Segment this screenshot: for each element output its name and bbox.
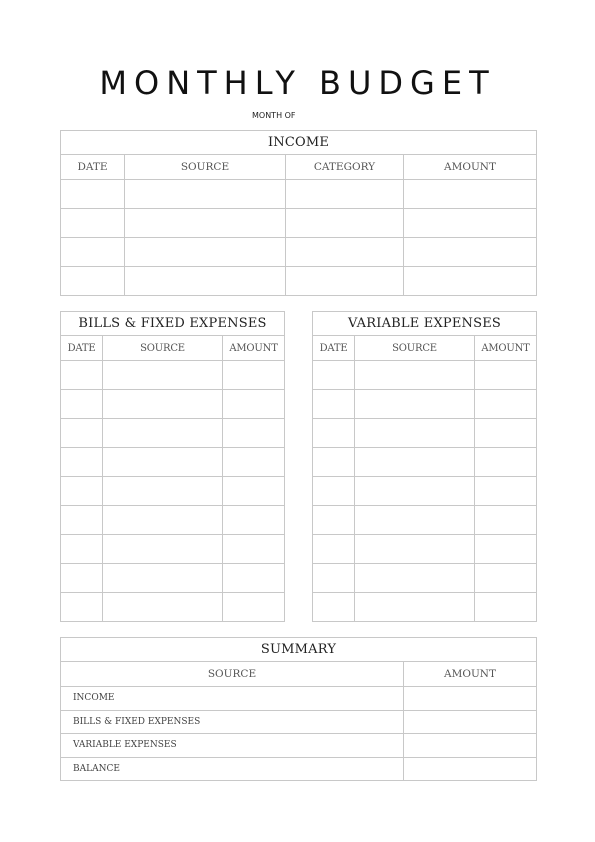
entry-cell[interactable] <box>103 593 223 622</box>
bills-rows <box>61 361 285 622</box>
summary-row-label: INCOME <box>61 687 404 711</box>
table-row <box>313 390 537 419</box>
entry-cell[interactable] <box>61 593 103 622</box>
entry-cell[interactable] <box>355 390 475 419</box>
income-col-amount: AMOUNT <box>404 155 537 180</box>
entry-cell[interactable] <box>355 535 475 564</box>
entry-cell[interactable] <box>355 564 475 593</box>
entry-cell[interactable] <box>286 267 404 296</box>
entry-cell[interactable] <box>475 390 537 419</box>
entry-cell[interactable] <box>61 448 103 477</box>
entry-cell[interactable] <box>313 390 355 419</box>
entry-cell[interactable] <box>103 361 223 390</box>
entry-cell[interactable] <box>103 477 223 506</box>
entry-cell[interactable] <box>223 448 285 477</box>
income-col-source: SOURCE <box>125 155 286 180</box>
entry-cell[interactable] <box>125 180 286 209</box>
table-row <box>313 564 537 593</box>
month-of-label: MONTH OF <box>252 111 296 120</box>
table-row <box>61 506 285 535</box>
summary-row-label: BALANCE <box>61 757 404 781</box>
entry-cell[interactable] <box>313 535 355 564</box>
summary-row-label: BILLS & FIXED EXPENSES <box>61 710 404 734</box>
entry-cell[interactable] <box>286 209 404 238</box>
entry-cell[interactable] <box>286 180 404 209</box>
entry-cell[interactable] <box>61 419 103 448</box>
entry-cell[interactable] <box>61 361 103 390</box>
summary-col-source: SOURCE <box>61 662 404 687</box>
entry-cell[interactable] <box>103 564 223 593</box>
entry-cell[interactable] <box>61 390 103 419</box>
variable-col-amount: AMOUNT <box>475 336 537 361</box>
table-row <box>61 180 537 209</box>
entry-cell[interactable] <box>355 448 475 477</box>
summary-col-amount: AMOUNT <box>404 662 537 687</box>
bills-col-date: DATE <box>61 336 103 361</box>
page-title: MONTHLY BUDGET <box>99 64 496 102</box>
variable-col-date: DATE <box>313 336 355 361</box>
entry-cell[interactable] <box>223 477 285 506</box>
entry-cell[interactable] <box>355 506 475 535</box>
table-row <box>61 390 285 419</box>
table-row <box>61 477 285 506</box>
entry-cell[interactable] <box>355 361 475 390</box>
entry-cell[interactable] <box>61 180 125 209</box>
entry-cell[interactable] <box>475 564 537 593</box>
summary-row-label: VARIABLE EXPENSES <box>61 734 404 758</box>
entry-cell[interactable] <box>355 593 475 622</box>
entry-cell[interactable] <box>223 535 285 564</box>
entry-cell[interactable] <box>223 390 285 419</box>
table-row <box>313 593 537 622</box>
table-row <box>61 593 285 622</box>
entry-cell[interactable] <box>125 267 286 296</box>
summary-amount-cell[interactable] <box>404 757 537 781</box>
variable-table <box>312 311 537 622</box>
summary-amount-cell[interactable] <box>404 734 537 758</box>
variable-rows <box>313 361 537 622</box>
bills-col-amount: AMOUNT <box>223 336 285 361</box>
table-row <box>61 238 537 267</box>
entry-cell[interactable] <box>475 593 537 622</box>
entry-cell[interactable] <box>475 477 537 506</box>
entry-cell[interactable] <box>103 506 223 535</box>
entry-cell[interactable] <box>404 209 537 238</box>
entry-cell[interactable] <box>61 564 103 593</box>
summary-amount-cell[interactable] <box>404 687 537 711</box>
income-col-date: DATE <box>61 155 125 180</box>
income-rows <box>61 180 537 296</box>
income-table <box>60 130 537 296</box>
entry-cell[interactable] <box>313 448 355 477</box>
summary-table <box>60 637 537 781</box>
table-row <box>61 535 285 564</box>
entry-cell[interactable] <box>61 267 125 296</box>
summary-amount-cell[interactable] <box>404 710 537 734</box>
entry-cell[interactable] <box>404 267 537 296</box>
summary-row <box>61 734 537 758</box>
bills-table <box>60 311 285 622</box>
table-row <box>313 361 537 390</box>
table-row <box>313 506 537 535</box>
table-row <box>61 419 285 448</box>
entry-cell[interactable] <box>223 419 285 448</box>
entry-cell[interactable] <box>61 209 125 238</box>
entry-cell[interactable] <box>404 238 537 267</box>
table-row <box>61 361 285 390</box>
entry-cell[interactable] <box>475 506 537 535</box>
entry-cell[interactable] <box>61 238 125 267</box>
entry-cell[interactable] <box>103 448 223 477</box>
variable-col-source: SOURCE <box>355 336 475 361</box>
entry-cell[interactable] <box>313 361 355 390</box>
entry-cell[interactable] <box>61 506 103 535</box>
entry-cell[interactable] <box>61 477 103 506</box>
income-col-category: CATEGORY <box>286 155 404 180</box>
table-row <box>61 209 537 238</box>
income-title: INCOME <box>61 131 537 155</box>
entry-cell[interactable] <box>313 564 355 593</box>
entry-cell[interactable] <box>313 419 355 448</box>
entry-cell[interactable] <box>475 535 537 564</box>
table-row <box>61 448 285 477</box>
entry-cell[interactable] <box>61 535 103 564</box>
entry-cell[interactable] <box>404 180 537 209</box>
entry-cell[interactable] <box>103 419 223 448</box>
table-row <box>313 448 537 477</box>
table-row <box>61 267 537 296</box>
entry-cell[interactable] <box>313 477 355 506</box>
entry-cell[interactable] <box>313 593 355 622</box>
variable-title: VARIABLE EXPENSES <box>313 312 537 336</box>
bills-title: BILLS & FIXED EXPENSES <box>61 312 285 336</box>
summary-title: SUMMARY <box>61 638 537 662</box>
entry-cell[interactable] <box>475 419 537 448</box>
entry-cell[interactable] <box>313 506 355 535</box>
entry-cell[interactable] <box>103 390 223 419</box>
entry-cell[interactable] <box>475 361 537 390</box>
table-row <box>313 477 537 506</box>
entry-cell[interactable] <box>223 593 285 622</box>
entry-cell[interactable] <box>125 209 286 238</box>
entry-cell[interactable] <box>103 535 223 564</box>
bills-col-source: SOURCE <box>103 336 223 361</box>
entry-cell[interactable] <box>475 448 537 477</box>
entry-cell[interactable] <box>286 238 404 267</box>
entry-cell[interactable] <box>223 506 285 535</box>
entry-cell[interactable] <box>355 477 475 506</box>
entry-cell[interactable] <box>223 361 285 390</box>
entry-cell[interactable] <box>355 419 475 448</box>
summary-row <box>61 687 537 711</box>
summary-row <box>61 710 537 734</box>
table-row <box>313 419 537 448</box>
table-row <box>313 535 537 564</box>
entry-cell[interactable] <box>125 238 286 267</box>
table-row <box>61 564 285 593</box>
summary-row <box>61 757 537 781</box>
entry-cell[interactable] <box>223 564 285 593</box>
